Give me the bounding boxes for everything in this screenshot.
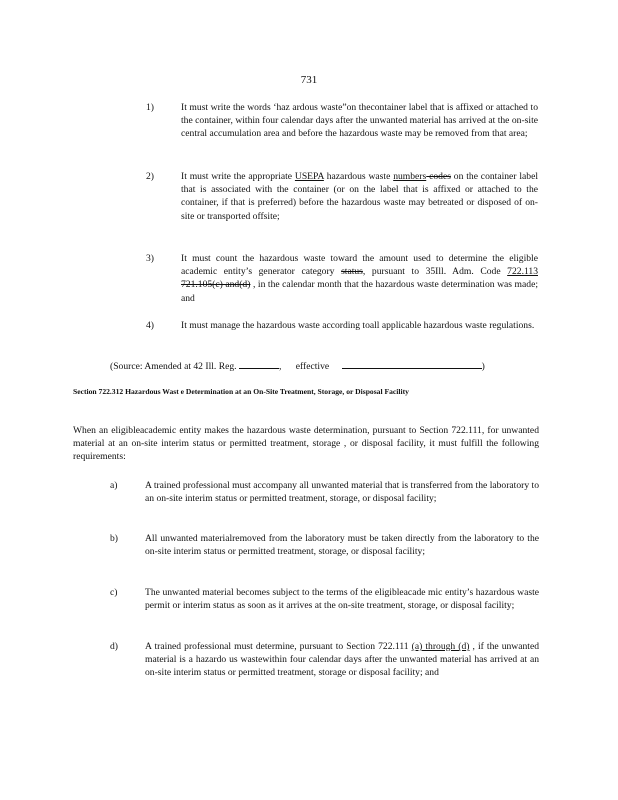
list-item-number: c) [110, 587, 118, 598]
blank-line [239, 358, 279, 369]
page-number: 731 [300, 74, 318, 86]
list-item-text: It must manage the hazardous waste according toall applicable hazardous waste regulations. [181, 320, 535, 331]
deleted-text: codes [426, 171, 451, 182]
list-item-text: It must count the hazardous waste toward the amount used to determine the eligible academic entity’s generator category status, pursuant to 35Ill. Adm. Code 722.113 721.105(c) and(d) , in the calendar month that the hazardous waste determination was made; and [181, 253, 539, 304]
list-item-number: 4) [146, 320, 154, 331]
deleted-text: 721.105(c) and(d) [181, 279, 251, 291]
list-item-number: 1) [146, 102, 154, 113]
source-note: (Source: Amended at 42 Ill. Reg. , effective ) [110, 358, 485, 373]
inserted-text: 722.113 [507, 266, 538, 278]
list-item-text: A trained professional must determine, pursuant to Section 722.111 (a) through (d) , if the unwanted material is a hazardo us wastewithin four calendar days after the unwanted material has arrived at an on-site interim status or permitted treatment, storage or disposal facility; and [145, 641, 539, 679]
list-item-number: b) [110, 533, 118, 544]
list-item-number: 3) [146, 253, 154, 264]
inserted-text: (a) through (d) [411, 641, 470, 652]
list-item-number: a) [110, 480, 118, 491]
list-item-text: It must write the appropriate USEPA hazardous waste numbers codes on the container label that is associated with the container (or on the label that is affixed or attached to the container, if that is preferred) before the hazardous waste may betreated or disposed of on-site or transported offsite; [181, 171, 538, 222]
list-item-text: It must write the words ‘haz ardous waste”on thecontainer label that is affixed or attached to the container, within four calendar days after the unwanted material has arrived at the on-site central accumulation area and before the hazardous waste may be removed from that area; [181, 102, 538, 140]
section-heading: Section 722.312 Hazardous Wast e Determination at an On-Site Treatment, Storage, or Disposal Facility [73, 387, 409, 396]
inserted-text: numbers [393, 171, 427, 182]
list-item-text: A trained professional must accompany all unwanted material that is transferred from the laboratory to an on-site interim status or permitted treatment, storage, or disposal facility; [145, 480, 539, 505]
list-item-number: 2) [146, 171, 154, 182]
deleted-text: status [341, 266, 363, 278]
section-intro: When an eligibleacademic entity makes the hazardous waste determination, pursuant to Section 722.111, for unwanted material at an on-site interim status or permitted treatment, storage , or disposal facility, it must fulfill the following requirements: [73, 425, 539, 463]
blank-line [342, 358, 482, 369]
list-item-number: d) [110, 641, 118, 652]
list-item-text: The unwanted material becomes subject to the terms of the eligibleacade mic entity’s hazardous waste permit or interim status as soon as it arrives at the on-site treatment, storage, or disposal facility; [145, 587, 539, 612]
list-item-text: All unwanted materialremoved from the laboratory must be taken directly from the laboratory to the on-site interim status or permitted treatment, storage, or disposal facility; [145, 533, 539, 558]
inserted-text: USEPA [294, 171, 324, 182]
